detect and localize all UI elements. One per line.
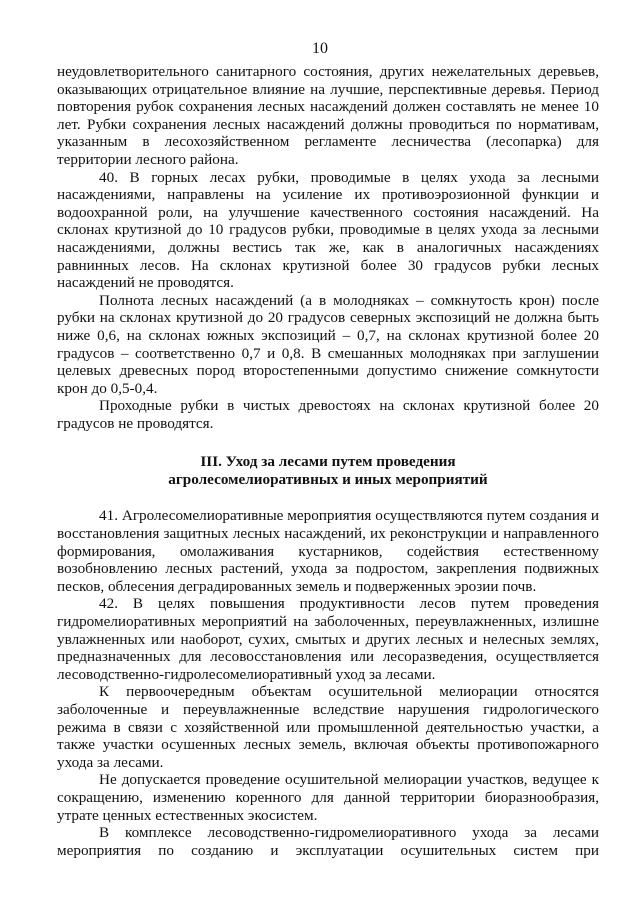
paragraph-continuation: неудовлетворительного санитарного состояния, других нежелательных деревьев, оказывающих отрицательное влияние на лучшие, перспективные деревья. Период повторения рубок сохранения лесных насаждений должен составлять не менее 10 лет. Рубки сохранения лесных насаждений должны проводиться по нормативам, указанным в лесохозяйственном регламенте лесничества (лесопарка) для территории лесного района. (57, 63, 599, 168)
paragraph-41: 41. Агролесомелиоративные мероприятия осуществляются путем создания и восстановления защитных лесных насаждений, их реконструкции и направленного формирования, омолаживания кустарников, содействия естественному возобновлению лесных растений, ухода за подростом, закрепления подвижных песков, облесения деградированных земель и подверженных эрозии почв. (57, 507, 599, 595)
paragraph-complex-care: В комплексе лесоводственно-гидромелиоративного ухода за лесами мероприятия по созданию и эксплуатации осушительных систем при (57, 824, 599, 859)
section-heading-line-2: агролесомелиоративных и иных мероприятий (168, 471, 488, 489)
paragraph-stand-density: Полнота лесных насаждений (а в молодняках – сомкнутость крон) после рубки на склонах крутизной до 20 градусов северных экспозиций не должна быть ниже 0,6, на склонах южных экспозиций – 0,7, на склонах крутизной более 20 градусов – соответственно 0,7 и 0,8. В смешанных молодняках при заглушении целевых древесных пород второстепенными допустимо снижение сомкнутости крон до 0,5-0,4. (57, 291, 599, 397)
paragraph-prohibition: Не допускается проведение осушительной мелиорации участков, ведущее к сокращению, изменению коренного для данной территории биоразнообразия, утрате ценных естественных экосистем. (57, 771, 599, 824)
paragraph-thinning: Проходные рубки в чистых древостоях на склонах крутизной более 20 градусов не проводятся. (57, 397, 599, 432)
section-heading-line-1: III. Уход за лесами путем проведения (200, 453, 456, 471)
page-body (57, 63, 599, 859)
paragraph-priority-objects: К первоочередным объектам осушительной мелиорации относятся заболоченные и переувлажненные вследствие нарушения гидрологического режима в связи с хозяйственной или промышленной деятельностью участки, а также участки осушенных лесных земель, включая объекты противопожарного ухода за лесами. (57, 683, 599, 771)
paragraph-42: 42. В целях повышения продуктивности лесов путем проведения гидромелиоративных мероприятий на заболоченных, переувлажненных, излишне увлажненных или наоборот, сухих, смытых и других лесных и нелесных землях, предназначенных для лесовосстановления или лесоразведения, осуществляется лесоводственно-гидролесомелиоративный уход за лесами. (57, 595, 599, 683)
paragraph-40: 40. В горных лесах рубки, проводимые в целях ухода за лесными насаждениями, направлены на усиление их противоэрозионной функции и водоохранной роли, на улучшение качественного состояния насаждений. На склонах крутизной до 10 градусов рубки, проводимые в целях ухода за лесными насаждениями, должны вестись так же, как в аналогичных насаждениях равнинных лесов. На склонах крутизной более 30 градусов рубки лесных насаждений не проводятся. (57, 168, 599, 292)
page-number: 10 (312, 40, 328, 57)
section-heading (57, 453, 599, 489)
